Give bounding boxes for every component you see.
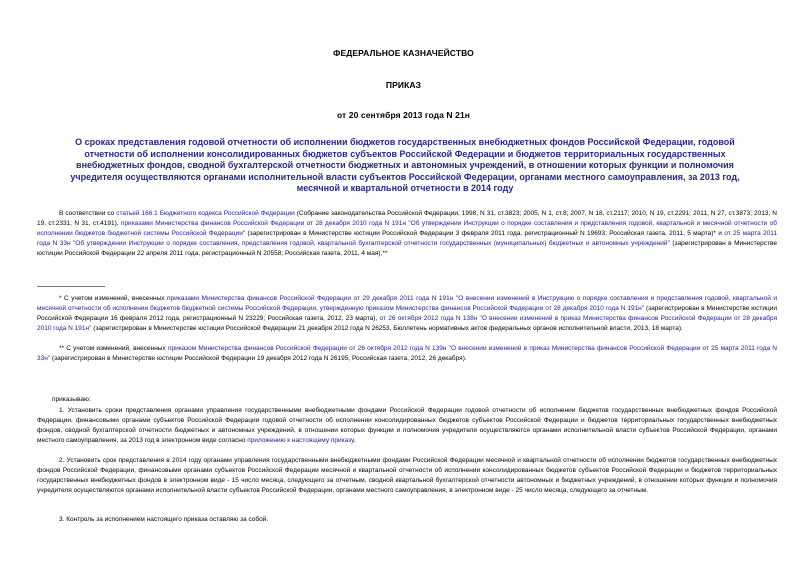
footnote-text: (зарегистрирован в Министерстве юстиции Российской Федерации 19 декабря 2012 года N 26195, Российская газета, 2012, 26 декабря). [50,355,467,362]
link-appendix[interactable]: приложению к настоящему приказу [247,437,354,444]
link-order-33n[interactable]: от 25 марта 2011 года N 33н "Об утверждении Инструкции о порядке составления, представления годовой, квартальной бухгалтерской отчетности государственных (муниципальных) бюджетных и автономных учреждений" [37,230,778,247]
item-text: . [353,437,356,444]
order-item-3: 3. Контроль за исполнением настоящего приказа оставляю за собой. [59,516,269,523]
preamble-text: (Собрание законодательства Российской Федерации, 1998, N 31, ст.3823; 2005, N 1, ст.8; 2007, N 18, ст.2117; 2010, N 19, ст.2291; 2011, N 27, ст.3873; 2013, N 19, ст.2331; N 31, ст.4191), [37,210,777,227]
footnote-divider [37,286,105,287]
item-text: 1. Установить сроки представления органами управления государственными внебюджетными фондами Российской Федерации годовой отчетности об исполнении бюджетов государственных внебюджетных фондов Российской Федерации, финансовыми органами субъектов Российской Федерации годовой отчетности об исполнении консолидированных бюджетов субъектов Российской Федерации и бюджетов территориальных государственных внебюджетных фондов, сводной бухгалтерской отчетности бюджетных и автономных учреждений, в отношении которых функции и полномочия учредителя осуществляются органами исполнительной власти субъектов Российской Федерации, органами местного самоуправления, за 2013 год в электронном виде согласно [37,407,777,444]
order-item-1 [37,406,777,446]
doc-type: ПРИКАЗ [385,80,422,90]
link-order-138n[interactable]: от 26 октября 2012 года N 138н "О внесении изменений в приказ Министерства финансов Российской Федерации от 28 декабря 2010 года N 191н" [37,315,777,332]
org-name: ФЕДЕРАЛЬНОЕ КАЗНАЧЕЙСТВО [333,48,474,58]
link-order-191n[interactable]: приказами Министерства финансов Российской Федерации от 28 декабря 2010 года N 191н "Об утверждении Инструкции о порядке составления и представления годовой, квартальной и месячной отчетности об исполнении бюджетов бюджетной системы Российской Федерации" [37,220,777,237]
order-word: приказываю: [52,396,91,403]
footnote-text: (зарегистрирован в Министерстве юстиции Российской Федерации 21 декабря 2012 года N 26253, Бюллетень нормативных актов федеральных органов исполнительной власти, 2013, 18 марта). [91,325,683,332]
preamble-text: (зарегистрирован в Министерстве юстиции Российской Федерации 22 апреля 2011 года, регистрационный N 20558; Российская газета, 2011, 4 мая),** [37,240,777,257]
footnote-1 [37,294,777,334]
footnote-text: ** С учетом изменений, внесенных [59,345,168,352]
footnote-2 [37,344,777,364]
order-item-2: 2. Установить срок представления в 2014 году органами управления государственными внебюджетными фондами Российской Федерации месячной и квартальной отчетности об исполнении бюджетов государственных внебюджетных фондов Российской Федерации, финансовыми органами субъектов Российской Федерации месячной и квартальной отчетности об исполнении консолидированных бюджетов субъектов Российской Федерации и бюджетов территориальных государственных внебюджетных фондов в электронном виде - 15 число месяца, следующего за отчетным, сводной квартальной бухгалтерской отчетности автономных и бюджетных учреждений, в отношении которых функции и полномочия учредителя осуществляются органами исполнительной власти субъектов Российской Федерации, органами местного самоуправления, в электронном виде - 25 число месяца, следующего за отчетным. [37,457,777,494]
link-order-191n-amend[interactable]: приказами Министерства финансов Российской Федерации от 29 декабря 2011 года N 191н "О внесении изменений в Инструкцию о порядке составления и представления годовой, квартальной и месячной отчетности об исполнении бюджетов бюджетной системы Российской Федерации, утвержденную приказом Министерства финансов Российской Федерации от 28 декабря 2010 года N 191н" [37,295,777,312]
footnote-text: (зарегистрирован в Министерстве юстиции Российской Федерации 16 февраля 2012 года, регистрационный N 23229; Российская газета, 2012, 23 марта), [37,305,778,322]
link-budget-code[interactable]: статьей 166.1 Бюджетного кодекса Российской Федерации [116,210,295,217]
doc-date-number: от 20 сентября 2013 года N 21н [336,110,471,120]
preamble-paragraph [37,209,777,259]
footnote-text: * С учетом изменений, внесенных [59,295,168,302]
preamble-text: В соответствии со [59,210,117,217]
preamble-text: (зарегистрирован в Министерстве юстиции Российской Федерации 3 февраля 2011 года, регистрационный N 19693; Российская газета, 2011, 5 марта)* и [245,230,725,237]
doc-title: О сроках представления годовой отчетности об исполнении бюджетов государственных внебюджетных фондов Российской Федерации, годовой отчетности об исполнении консолидированных бюджетов субъектов Российской Федерации и бюджетов территориальных государственных внебюджетных фондов, сводной бухгалтерской отчетности бюджетных и автономных учреждений, в отношении которых функции и полномочия учредителя осуществляются органами исполнительной власти субъектов Российской Федерации, органами местного самоуправления, за 2013 год, месячной и квартальной отчетности в 2014 году [70,137,740,193]
link-order-139n[interactable]: приказом Министерства финансов Российской Федерации от 26 октября 2012 года N 139н "О внесении изменений в приказ Министерства финансов Российской Федерации от 25 марта 2011 года N 33н" [37,345,778,362]
